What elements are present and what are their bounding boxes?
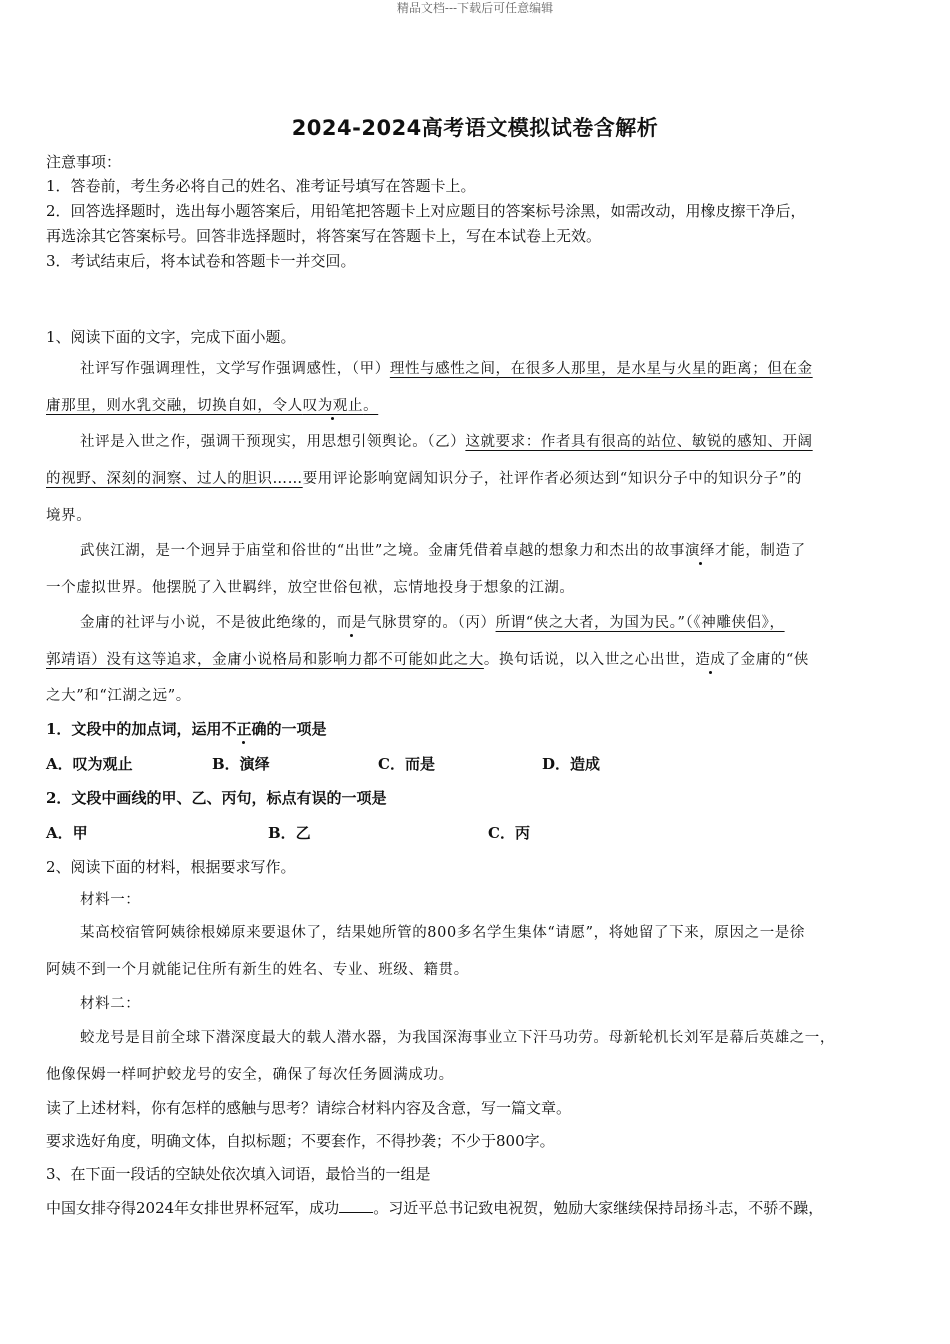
fill-blank[interactable] [339,1198,373,1213]
passage-paragraph-4-end: 之大”和“江湖之远”。 [46,688,191,704]
underlined-sentence-bing: 郭靖语）没有这等追求，金庸小说格局和影响力都不可能如此之大 [46,652,484,668]
passage-text: 社评是入世之作，强调干预现实，用思想引领舆论。（乙） [80,434,466,450]
material-2-text-cont: 他像保姆一样呵护蛟龙号的安全，确保了每次任务圆满成功。 [46,1067,454,1083]
notice-item: 再选涂其它答案标号。回答非选择题时，将答案写在答题卡上，写在本试卷上无效。 [46,227,602,245]
material-2-label: 材料二： [80,996,141,1012]
passage-text: 。换句话说，以入世之心出世， [483,652,696,668]
option-d[interactable]: D．造成 [542,755,601,773]
subquestion-1-stem: 1．文段中的加点词，运用不正确的一项是 [46,720,327,738]
question-1-intro: 1、阅读下面的文字，完成下面小题。 [46,328,296,346]
passage-paragraph-4 [80,612,785,634]
passage-paragraph-3 [80,540,806,562]
passage-text: 气脉贯穿的。（丙） [366,615,496,631]
question-3-intro: 3、在下面一段话的空缺处依次填入词语，最恰当的一组是 [46,1165,431,1183]
subquestion-2-stem: 2．文段中画线的甲、乙、丙句，标点有误的一项是 [46,789,387,807]
passage-text: 金庸的社评与小说，不是彼此绝缘的， [80,615,337,631]
question-3-text: 中国女排夺得2024年女排世界杯冠军，成功 。习近平总书记致电祝贺，勉励大家继续保持昂扬斗志，不骄不躁， [46,1199,824,1217]
underlined-sentence-jia: 理性与感性之间，在很多人那里，是水星与火星的距离；但在金 [389,361,813,377]
passage-paragraph-2-end: 境界。 [46,508,92,524]
option-b[interactable]: B．演绎 [212,755,270,773]
notice-item: 2．回答选择题时，选出每小题答案后，用铅笔把答题卡上对应题目的答案标号涂黑，如需改动，用橡皮擦干净后， [46,202,806,220]
passage-text: 武侠江湖，是一个迥异于庙堂和俗世的“出世”之境。金庸凭借着卓越的想象力和杰出的故事 [80,543,685,559]
underlined-sentence-yi: 这就要求：作者具有很高的站位、敏锐的感知、开阔 [465,434,813,450]
material-1-label: 材料一： [80,892,141,908]
passage-paragraph-1 [80,358,813,380]
passage-paragraph-4-cont [46,649,809,671]
option-c[interactable]: C．而是 [378,755,435,773]
dotted-word: 造成 [695,652,726,668]
underlined-sentence-bing: 所谓“侠之大者，为国为民。”（《神雕侠侣》， [495,615,785,631]
option-b[interactable]: B．乙 [268,824,311,842]
passage-paragraph-1-cont [46,395,378,417]
notice-item: 1．答卷前，考生务必将自己的姓名、准考证号填写在答题卡上。 [46,177,476,195]
option-a[interactable]: A．甲 [46,824,88,842]
material-1-text: 某高校宿管阿姨徐根娣原来要退休了，结果她所管的800多名学生集体“请愿”，将她留了下来，原因之一是徐 [80,925,805,941]
dotted-word: 演绎 [684,543,716,559]
material-1-text-cont: 阿姨不到一个月就能记住所有新生的姓名、专业、班级、籍贯。 [46,962,469,978]
question-2-intro: 2、阅读下面的材料，根据要求写作。 [46,858,296,876]
page-header-note: 精品文档---下载后可任意编辑 [396,1,554,15]
option-a[interactable]: A．叹为观止 [46,755,133,773]
dotted-word: 叹为观止 [302,398,364,414]
passage-text: 才能，制造了 [715,543,806,559]
emphasis-dotted-text: 不正确 [221,720,267,738]
notice-item: 3．考试结束后，将本试卷和答题卡一并交回。 [46,252,356,270]
passage-paragraph-2-cont [46,468,802,490]
passage-text: 社评写作强调理性，文学写作强调感性，（甲） [80,361,390,377]
writing-task: 读了上述材料，你有怎样的感触与思考？请综合材料内容及含意，写一篇文章。 [46,1099,572,1117]
material-2-text: 蛟龙号是目前全球下潜深度最大的载人潜水器，为我国深海事业立下汗马功劳。母新轮机长刘军是幕后英雄之一， [80,1030,835,1046]
passage-paragraph-3-cont: 一个虚拟世界。他摆脱了入世羁绊，放空世俗包袱，忘情地投身于想象的江湖。 [46,580,575,596]
option-c[interactable]: C．丙 [488,824,530,842]
page-title: 2024-2024高考语文模拟试卷含解析 [291,116,659,140]
underlined-sentence-yi: 的视野、深刻的洞察、过人的胆识…… [46,471,303,487]
passage-paragraph-2 [80,431,813,453]
underlined-sentence-jia: 庸那里，则水乳交融，切换自如，令人叹为观止。 [46,398,379,414]
dotted-word: 而是 [336,615,367,631]
passage-text: 要用评论影响宽阔知识分子，社评作者必须达到“知识分子中的知识分子”的 [302,471,802,487]
passage-text: 了金庸的“侠 [725,652,810,668]
writing-requirements: 要求选好角度，明确文体，自拟标题；不要套作，不得抄袭；不少于800字。 [46,1132,555,1150]
notice-heading: 注意事项： [46,153,122,171]
